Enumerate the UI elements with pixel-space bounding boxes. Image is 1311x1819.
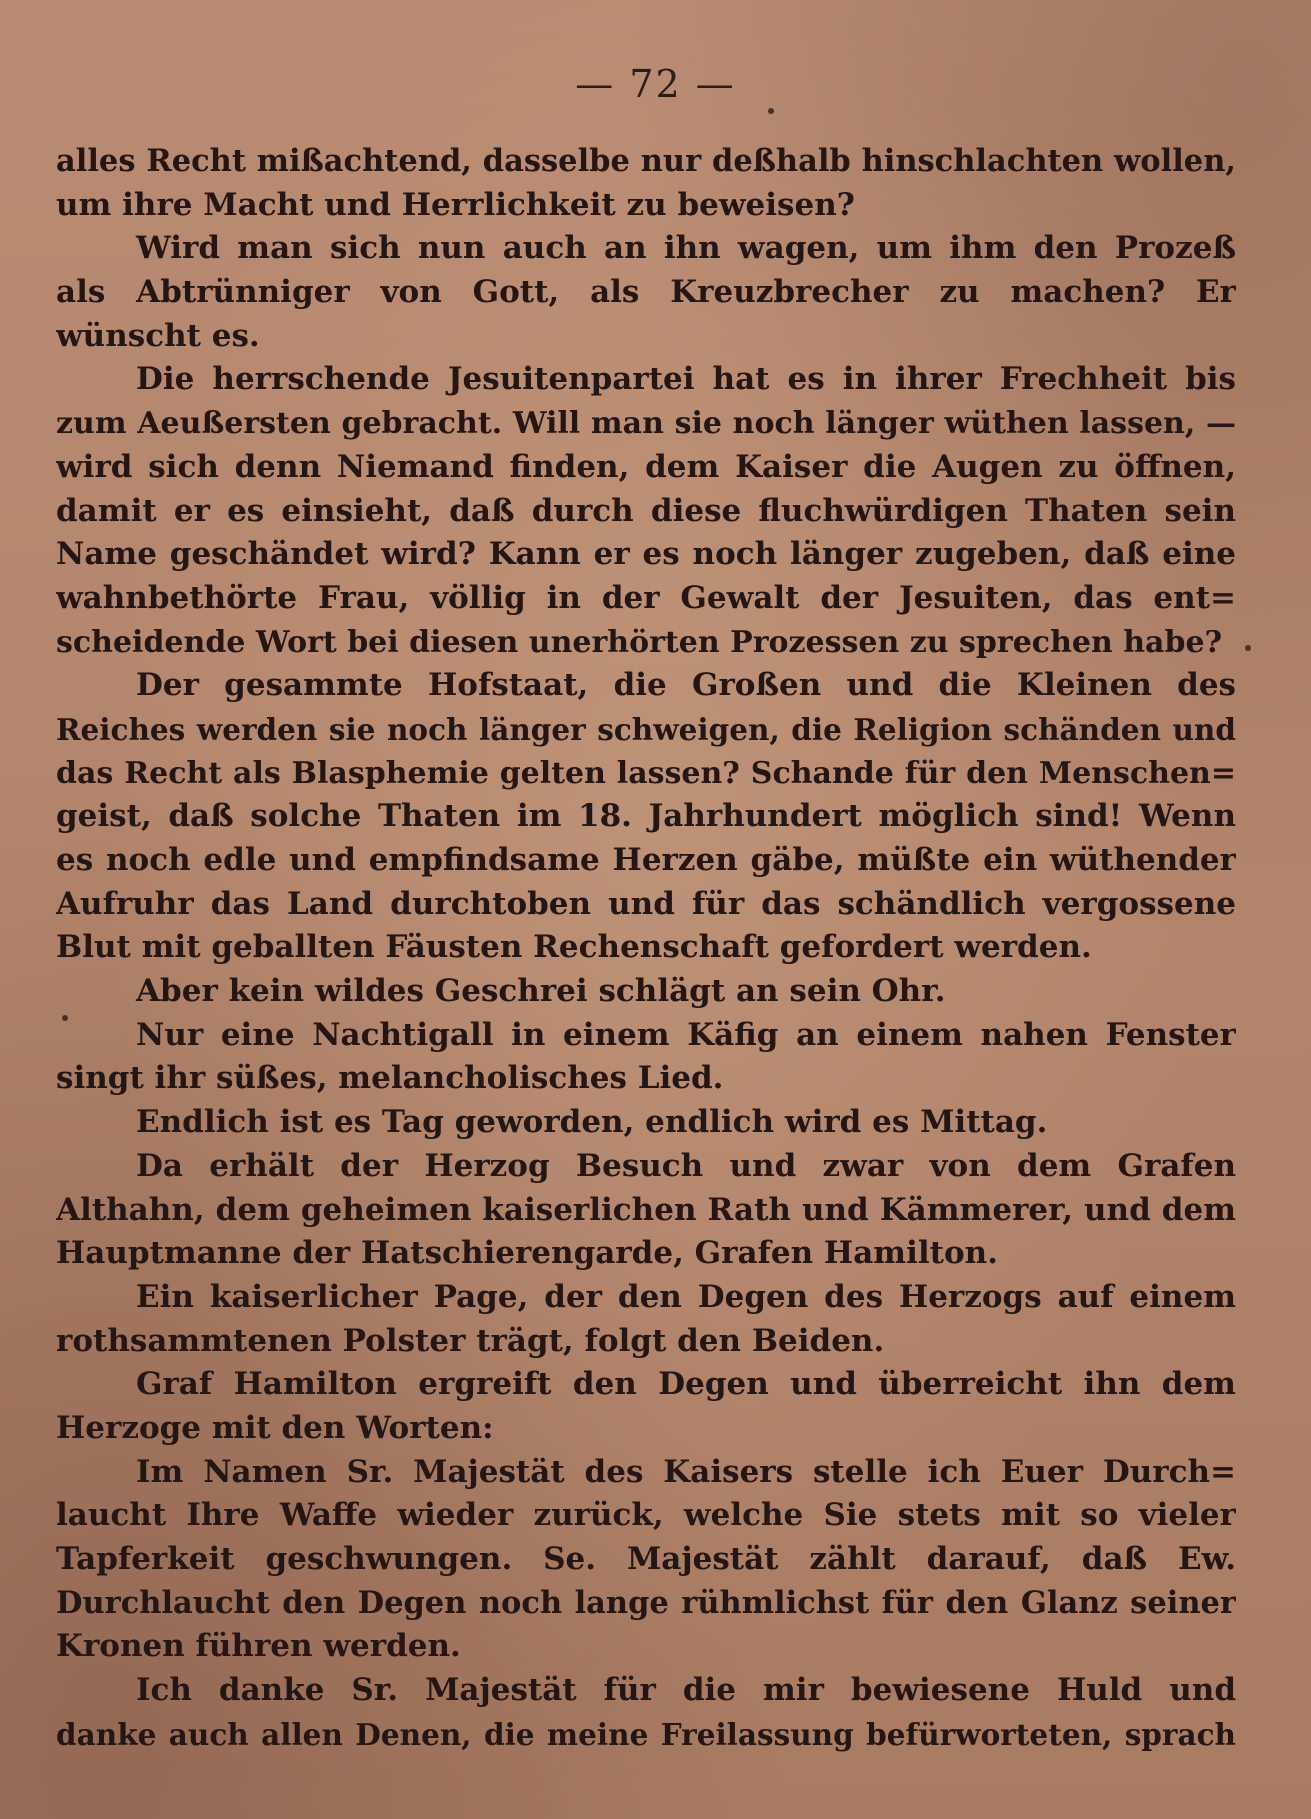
text-line: singt ihr süßes, melancholisches Lied.	[56, 1060, 724, 1097]
text-line: alles Recht mißachtend, dasselbe nur deßhalb hinschlachten wollen,	[56, 143, 1236, 179]
text-line: Herzoge mit den Worten:	[56, 1409, 494, 1446]
text-line: es noch edle und empfindsame Herzen gäbe, müßte ein wüthender	[56, 842, 1236, 878]
text-line: Aufruhr das Land durchtoben und für das schändlich vergossene	[56, 885, 1236, 922]
text-line: Althahn, dem geheimen kaiserlichen Rath und Kämmerer, und dem	[56, 1191, 1236, 1228]
text-line: Reiches werden sie noch länger schweigen, die Religion schänden und	[56, 711, 1236, 747]
text-line: Ich danke Sr. Majestät für die mir bewiesene Huld und	[136, 1672, 1236, 1709]
ink-speck	[62, 1015, 68, 1021]
body-text	[56, 140, 1236, 1756]
text-line: Im Namen Sr. Majestät des Kaisers stelle ich Euer Durch=	[136, 1453, 1236, 1490]
text-line: zum Aeußersten gebracht. Will man sie noch länger wüthen lassen, —	[56, 406, 1236, 442]
text-line: um ihre Macht und Herrlichkeit zu beweisen?	[56, 186, 855, 223]
text-line: Die herrschende Jesuitenpartei hat es in ihrer Frechheit bis	[136, 361, 1236, 398]
text-line: geist, daß solche Thaten im 18. Jahrhundert möglich sind! Wenn	[56, 798, 1236, 835]
text-line: Blut mit geballten Fäusten Rechenschaft gefordert werden.	[56, 929, 1092, 966]
text-line: Kronen führen werden.	[56, 1628, 461, 1665]
text-line: als Abtrünniger von Gott, als Kreuzbrecher zu machen? Er	[56, 274, 1236, 311]
text-line: das Recht als Blasphemie gelten lassen? Schande für den Menschen=	[56, 755, 1236, 791]
text-line: wird sich denn Niemand finden, dem Kaiser die Augen zu öffnen,	[56, 448, 1236, 485]
text-line: scheidende Wort bei diesen unerhörten Prozessen zu sprechen habe?	[56, 624, 1223, 660]
text-line: Durchlaucht den Degen noch lange rühmlichst für den Glanz seiner	[56, 1584, 1236, 1621]
text-line: Der gesammte Hofstaat, die Großen und die Kleinen des	[136, 667, 1236, 704]
text-line: Tapferkeit geschwungen. Se. Majestät zählt darauf, daß Ew.	[56, 1541, 1236, 1577]
text-line: Hauptmanne der Hatschierengarde, Grafen Hamilton.	[56, 1235, 998, 1272]
text-line: laucht Ihre Waffe wieder zurück, welche Sie stets mit so vieler	[56, 1497, 1236, 1534]
text-line: Wird man sich nun auch an ihn wagen, um ihm den Prozeß	[136, 230, 1236, 267]
text-line: Aber kein wildes Geschrei schlägt an sein Ohr.	[136, 973, 946, 1010]
text-line: rothsammtenen Polster trägt, folgt den Beiden.	[56, 1322, 885, 1359]
ink-speck	[1245, 645, 1251, 651]
page-number: — 72 —	[575, 62, 736, 106]
text-line: Name geschändet wird? Kann er es noch länger zugeben, daß eine	[56, 536, 1236, 573]
text-line: damit er es einsieht, daß durch diese fluchwürdigen Thaten sein	[56, 492, 1236, 529]
text-line: Graf Hamilton ergreift den Degen und überreicht ihn dem	[136, 1366, 1236, 1403]
text-line: Endlich ist es Tag geworden, endlich wird es Mittag.	[136, 1104, 1048, 1141]
text-line: wünscht es.	[56, 317, 260, 354]
text-line: Da erhält der Herzog Besuch und zwar von dem Grafen	[136, 1147, 1236, 1184]
text-line: Nur eine Nachtigall in einem Käfig an einem nahen Fenster	[136, 1016, 1236, 1053]
text-line: wahnbethörte Frau, völlig in der Gewalt der Jesuiten, das ent=	[56, 579, 1236, 616]
text-line: Ein kaiserlicher Page, der den Degen des Herzogs auf einem	[136, 1278, 1236, 1315]
ink-speck	[768, 108, 774, 114]
text-line: danke auch allen Denen, die meine Freilassung befürworteten, sprach	[56, 1716, 1236, 1752]
